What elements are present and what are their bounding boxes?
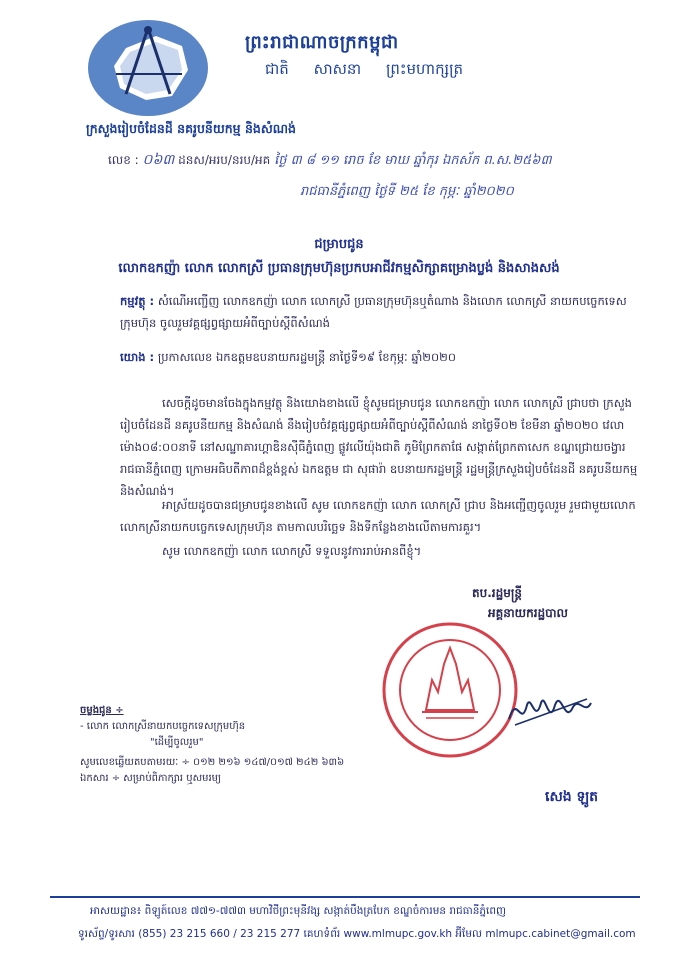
body-paragraph-1: សេចក្ដីដូចមានចែងក្នុងកម្មវត្ថុ និងយោងខាងលើ ខ្ញុំសូមជម្រាបជូន លោកឧកញ៉ា លោក លោកស្រី ជ្រាបថា ក្រសួងរៀបចំដែនដី នគរូបនីយកម្ម និងសំណង់ នឹងរៀបចំវគ្គផ្សព្វផ្សាយអំពីច្បាប់ស្ដីពីសំណង់ នាថ្ងៃទី០២ ខែមីនា ឆ្នាំ២០២០ វេលាម៉ោង០៨:០០នាទី នៅសណ្ឋាគារហ្គាឌិនស៊ីធីភ្នំពេញ ផ្លូវលើយ៉ុងជាតិ ភូមិព្រែកតាផែ សង្កាត់ព្រែកតាសេក ខណ្ឌជ្រោយចង្វារ រាជធានីភ្នំពេញ ក្រោមអធិបតីភាពដ៏ខ្ពង់ខ្ពស់ ឯកឧត្តម ជា សុផារ៉ា ឧបនាយករដ្ឋមន្ត្រី រដ្ឋមន្ត្រីក្រសួងរៀបចំដែនដី នគរូបនីយកម្ម និងសំណង់។ <box>120 396 638 498</box>
kingdom-title: ព្រះរាជាណាចក្រកម្ពុជា <box>245 32 399 53</box>
signatory-title-1: តប.រដ្ឋមន្ត្រី <box>472 586 523 600</box>
addressee-name: លោកឧកញ៉ា លោក លោកស្រី ប្រធានក្រុមហ៊ុនប្រកបអាជីវកម្មសិក្សាគម្រោងប្លង់ និងសាងសង់ <box>118 261 560 276</box>
subject-block <box>120 290 640 334</box>
body-paragraph-2: អាស្រ័យដូចបានជម្រាបជូនខាងលើ សូម លោកឧកញ៉ា លោក លោកស្រី ជ្រាប និងអញ្ជើញចូលរួម រួមជាមួយលោក លោកស្រីនាយកបច្ចេកទេសក្រុមហ៊ុន តាមកាលបរិច្ឆេទ និងទីកន្លែងខាងលើតាមការគួរ។ <box>120 498 636 534</box>
cc-item-note: "ដើម្បីចូលរួម" <box>150 737 204 748</box>
reference-codes: ដនស/អរប/នរប/អគ <box>178 153 271 167</box>
reference-block <box>120 346 640 368</box>
ministry-logo <box>86 18 210 118</box>
signatory-name: សេង ឡូត <box>545 789 599 805</box>
reference-basis-label: យោង : <box>120 350 155 364</box>
cc-item: - លោក លោកស្រីនាយកបច្ចេកទេសក្រុមហ៊ុន <box>80 721 246 732</box>
footer-contact: ទូរស័ព្ទ/ទូរសារ (855) 23 215 660 / 23 215 277 គេហទំព័រ www.mlmupc.gov.kh អ៊ីមែល mlmupc.cabinet@gmail.com <box>78 928 636 940</box>
national-motto: ជាតិ សាសនា ព្រះមហាក្សត្រ <box>265 60 464 78</box>
footer-address: អាសយដ្ឋាន៖ ពិឡូត៍លេខ ៧៧១-៧៧៣ មហាវិថីព្រះមុនីវង្ស សង្កាត់បឹងត្របែក ខណ្ឌចំការមន រាជធានីភ្នំពេញ <box>90 905 507 917</box>
date-line <box>300 183 514 202</box>
body-paragraph-3: សូម លោកឧកញ៉ា លោក លោកស្រី ទទួលនូវការរាប់អានពីខ្ញុំ។ <box>162 544 422 558</box>
cc-phone: សូមលេខឆ្លើយតបតាមរយៈ ÷ ០១២ ២១៦ ១៤៧/០១៧ ២៤២ ៦៣៦ <box>80 757 345 768</box>
reference-line <box>108 150 552 171</box>
subject-text: សំណើអញ្ជើញ លោកឧកញ៉ា លោក លោកស្រី ប្រធានក្រុមហ៊ុនឬតំណាង និងលោក លោកស្រី នាយកបច្ចេកទេសក្រុមហ៊ុន ចូលរួមវគ្គផ្សព្វផ្សាយអំពីច្បាប់ស្ដីពីសំណង់ <box>120 294 627 330</box>
subject-label: កម្មវត្ថុ : <box>120 294 155 308</box>
reference-basis-text: ប្រកាសលេខ ឯកឧត្តមឧបនាយករដ្ឋមន្ត្រី នាថ្ងៃទី១៩ ខែកុម្ភៈ ឆ្នាំ២០២០ <box>157 350 456 364</box>
reference-label: លេខ : <box>108 153 139 167</box>
lunar-date: ថ្ងៃ ៣ ៨ ១១ រោច ខែ មាឃ ឆ្នាំកុរ ឯកស័ក ព.ស.២៥៦៣ <box>274 153 552 168</box>
signatory-title-2: អគ្គនាយករដ្ឋបាល <box>488 606 568 620</box>
copy-to-block <box>80 703 410 787</box>
ministry-name: ក្រសួងរៀបចំដែនដី នគរូបនីយកម្ម និងសំណង់ <box>86 121 296 136</box>
addressee-label: ជម្រាបជូន <box>314 237 364 252</box>
date-text: រាជធានីភ្នំពេញ ថ្ងៃទី ២៥ ខែ កុម្ភៈ ឆ្នាំ២០២០ <box>300 184 514 199</box>
handwritten-signature <box>505 685 595 735</box>
reference-number: ០៦៣ <box>142 152 175 168</box>
cc-note: ឯកសារ ÷ សម្រាប់ពិភាក្សារ ឬសមរម្យ <box>80 773 221 784</box>
cc-heading: ចម្លងជូន ÷ <box>80 705 124 716</box>
footer-divider <box>50 896 640 898</box>
